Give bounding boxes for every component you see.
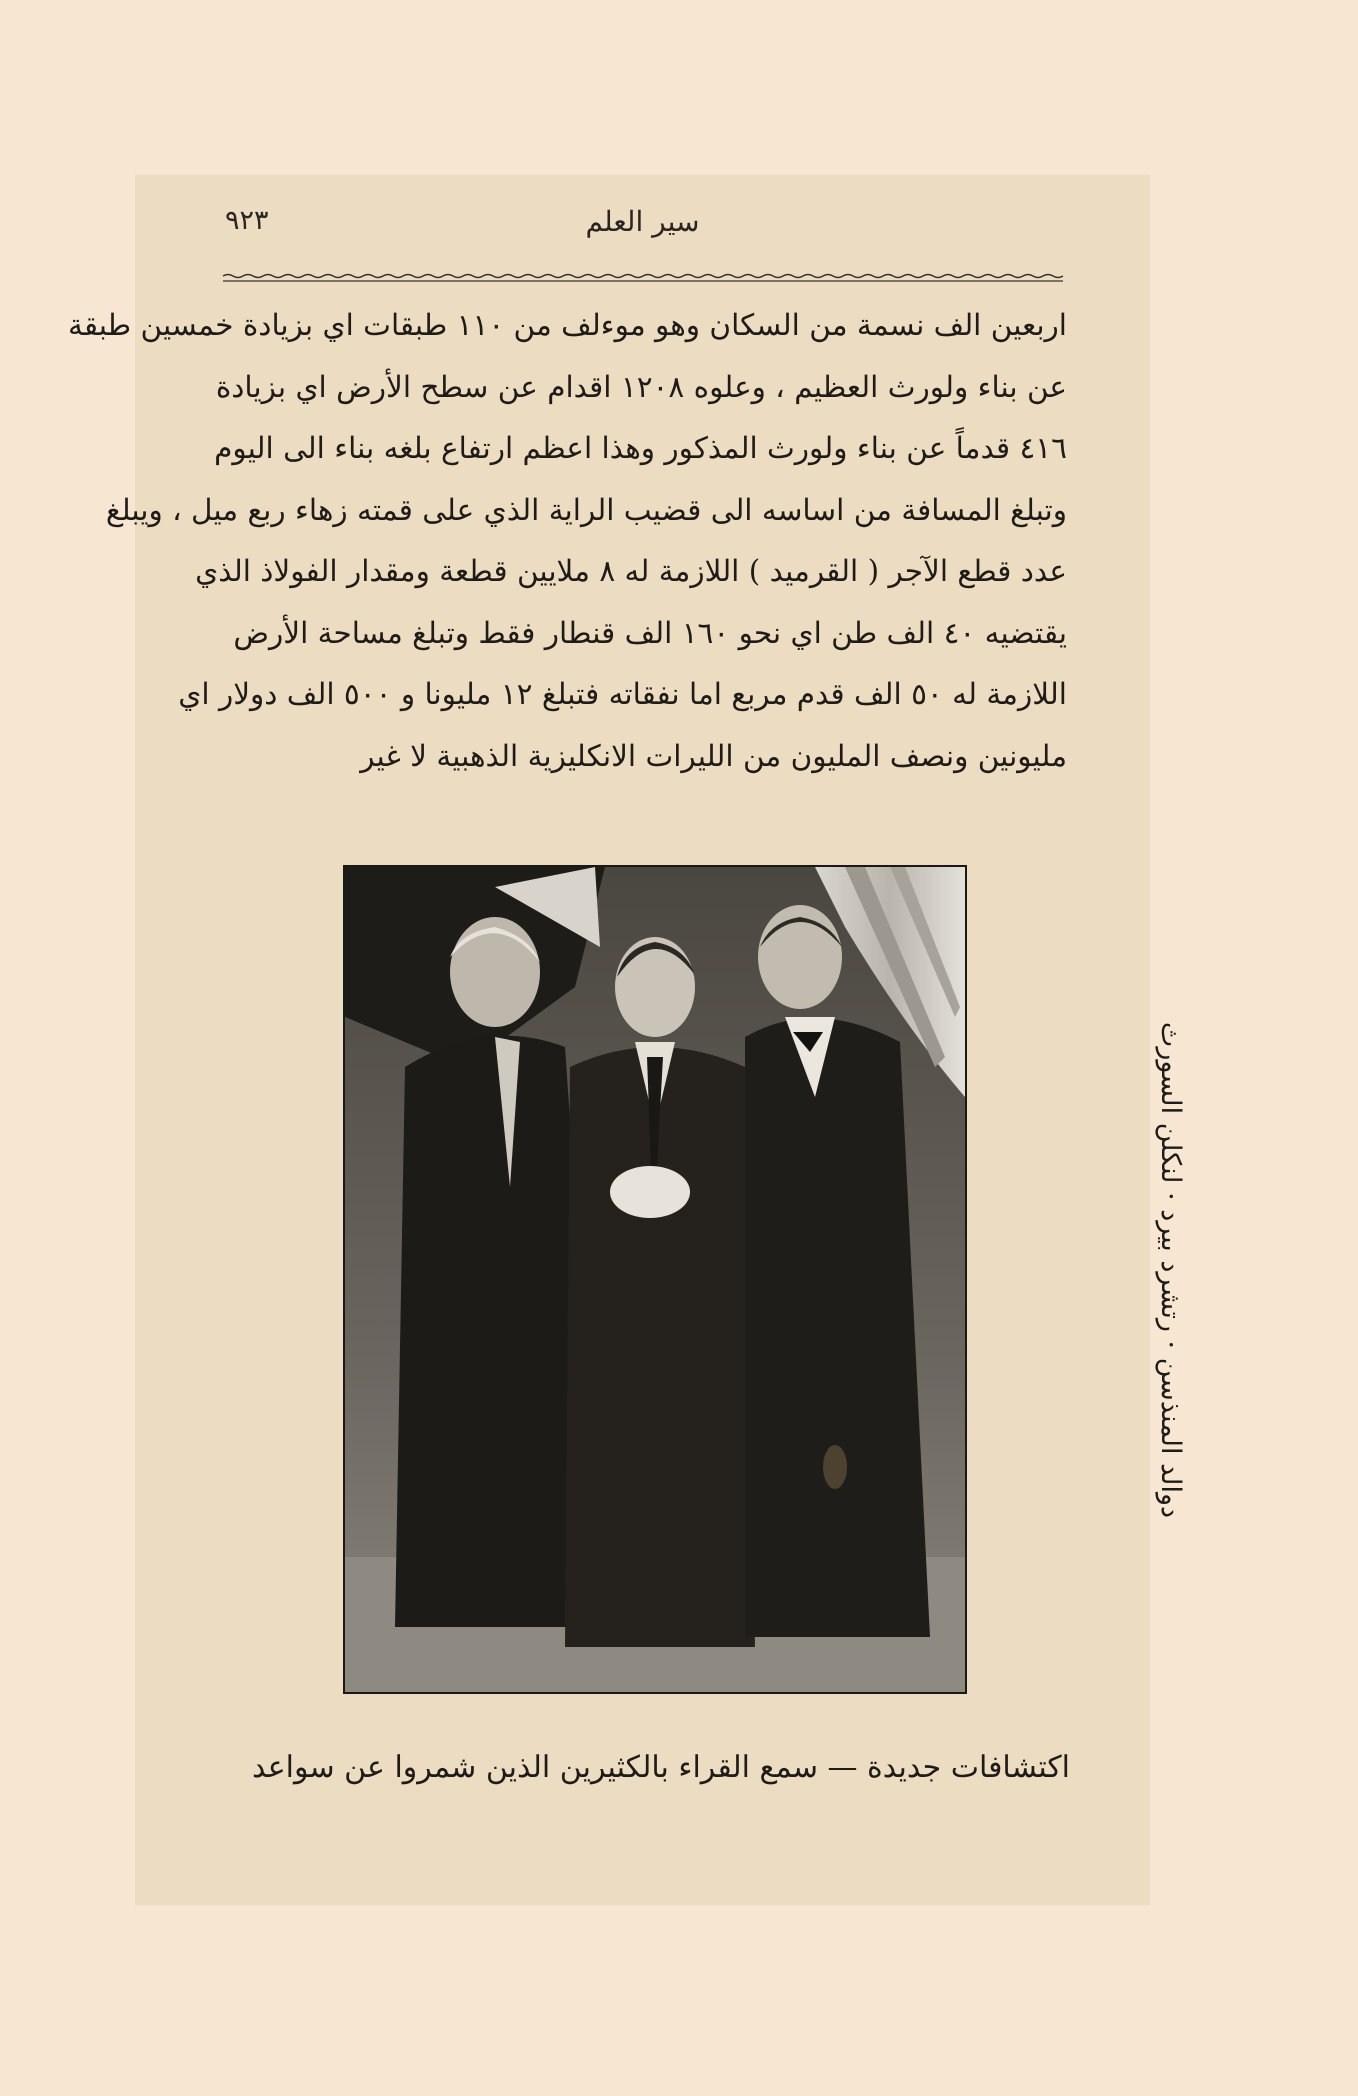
halftone-photo <box>343 865 967 1694</box>
header-rule <box>223 271 1063 285</box>
scanned-page <box>68 175 1186 1905</box>
body-line: عدد قطع الآجر ( القرميد ) اللازمة له ٨ ملايين قطعة ومقدار الفولاذ الذي <box>195 554 1067 588</box>
photo-illustration <box>345 867 965 1692</box>
body-line: مليونين ونصف المليون من الليرات الانكليزية الذهبية لا غير <box>360 738 1067 773</box>
article-body <box>68 295 1067 787</box>
body-line: اربعين الف نسمة من السكان وهو موءلف من ١١٠ طبقات اي بزيادة خمسين طبقة <box>68 308 1067 342</box>
body-line: يقتضيه ٤٠ الف طن اي نحو ١٦٠ الف قنطار فقط وتبلغ مساحة الأرض <box>233 615 1067 650</box>
photo-caption: دوالد المنذسن · رتشرد بيرد · لنكلن السورث <box>1155 1021 1186 1519</box>
body-line: عن بناء ولورث العظيم ، وعلوه ١٢٠٨ اقدام عن سطح الأرض اي بزيادة <box>215 369 1067 404</box>
body-line: اللازمة له ٥٠ الف قدم مربع اما نفقاته فتبلغ ١٢ مليونا و ٥٠٠ الف دولار اي <box>178 677 1067 711</box>
page-header <box>225 205 1060 255</box>
continuation-line: اكتشافات جديدة — سمع القراء بالكثيرين الذين شمروا عن سواعد <box>252 1750 1070 1785</box>
body-line: وتبلغ المسافة من اساسه الى قضيب الراية الذي على قمته زهاء ربع ميل ، ويبلغ <box>105 492 1067 527</box>
body-line: ٤١٦ قدماً عن بناء ولورث المذكور وهذا اعظم ارتفاع بلغه بناء الى اليوم <box>214 431 1067 465</box>
running-title: سير العلم <box>585 205 700 238</box>
page-number: ٩٢٣ <box>225 205 269 236</box>
